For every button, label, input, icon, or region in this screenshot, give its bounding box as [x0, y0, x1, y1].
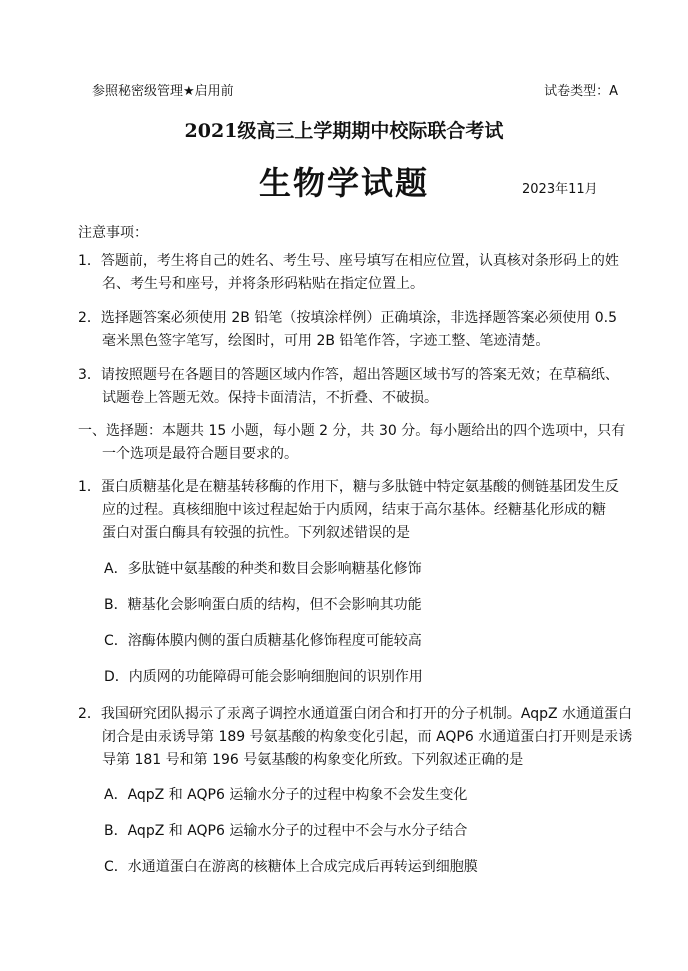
question-line: 闭合是由汞诱导第 189 号氨基酸的构象变化引起，而 AQP6 水通道蛋白打开则是汞诱: [102, 729, 633, 745]
answer-option: D．内质网的功能障碍可能会影响细胞间的识别作用: [104, 669, 423, 685]
notice-item: [78, 307, 638, 353]
answer-option: A．AqpZ 和 AQP6 运输水分子的过程中构象不会发生变化: [104, 787, 468, 803]
question-stem: [78, 476, 638, 545]
notice-item-line: 3．请按照题号在各题目的答题区域内作答，超出答题区域书写的答案无效；在草稿纸、: [78, 367, 619, 383]
answer-option: C．溶酶体膜内侧的蛋白质糖基化修饰程度可能较高: [104, 633, 422, 649]
confidentiality-label: 参照秘密级管理★启用前: [92, 84, 234, 99]
section-heading-line: 一、选择题：本题共 15 小题，每小题 2 分，共 30 分。每小题给出的四个选项中，只有: [78, 423, 626, 439]
exam-subtitle: 2021级高三上学期期中校际联合考试: [184, 120, 504, 142]
notice-item: [78, 250, 638, 296]
answer-option: A．多肽链中氨基酸的种类和数目会影响糖基化修饰: [104, 561, 422, 577]
question-line: 导第 181 号和第 196 号氨基酸的构象变化所致。下列叙述正确的是: [102, 752, 524, 768]
question-stem: [78, 703, 638, 772]
notice-item: [78, 364, 638, 410]
exam-title: 生物学试题: [258, 164, 429, 202]
answer-option: B．AqpZ 和 AQP6 运输水分子的过程中不会与水分子结合: [104, 823, 468, 839]
question-line: 1．蛋白质糖基化是在糖基转移酶的作用下，糖与多肽链中特定氨基酸的侧链基团发生反: [78, 479, 619, 495]
answer-option: B．糖基化会影响蛋白质的结构，但不会影响其功能: [104, 597, 422, 613]
notice-item-line: 试题卷上答题无效。保持卡面清洁，不折叠、不破损。: [102, 390, 438, 406]
answer-option: C．水通道蛋白在游离的核糖体上合成完成后再转运到细胞膜: [104, 859, 478, 875]
question-line: 蛋白对蛋白酶具有较强的抗性。下列叙述错误的是: [102, 525, 410, 541]
notice-item-line: 名、考生号和座号，并将条形码粘贴在指定位置上。: [102, 276, 424, 292]
paper-type-label: 试卷类型：A: [544, 84, 618, 99]
question-line: 应的过程。真核细胞中该过程起始于内质网，结束于高尔基体。经糖基化形成的糖: [102, 502, 606, 518]
section-heading-line: 一个选项是最符合题目要求的。: [102, 446, 298, 462]
notice-heading: 注意事项：: [78, 225, 148, 241]
exam-date: 2023年11月: [522, 182, 598, 197]
notice-item-line: 1．答题前，考生将自己的姓名、考生号、座号填写在相应位置，认真核对条形码上的姓: [78, 253, 619, 269]
notice-item-line: 2．选择题答案必须使用 2B 铅笔（按填涂样例）正确填涂，非选择题答案必须使用 0.5: [78, 310, 618, 326]
section-heading: [78, 420, 638, 466]
notice-item-line: 毫米黑色签字笔写，绘图时，可用 2B 铅笔作答，字迹工整、笔迹清楚。: [102, 333, 550, 349]
question-line: 2．我国研究团队揭示了汞离子调控水通道蛋白闭合和打开的分子机制。AqpZ 水通道蛋白: [78, 706, 633, 722]
